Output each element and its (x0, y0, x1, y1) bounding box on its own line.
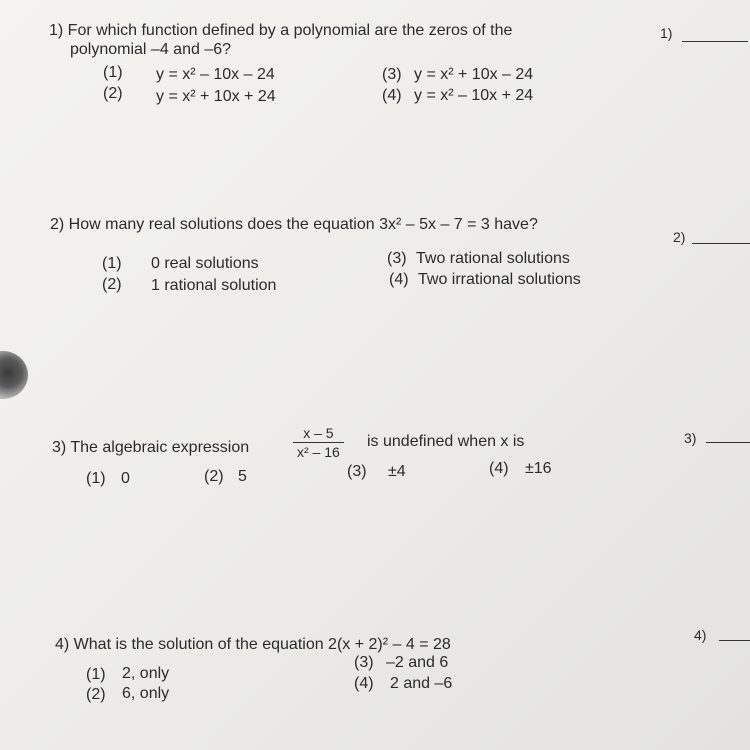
q1-option-3-text: y = x² + 10x – 24 (414, 66, 534, 83)
q4-option-2-num: (2) (86, 686, 106, 703)
q3-option-3-text: ±4 (388, 463, 406, 480)
q3-option-4-text: ±16 (525, 460, 552, 477)
q1-option-4-text: y = x² – 10x + 24 (414, 87, 534, 104)
q3-fraction-bar (293, 442, 344, 443)
q3-option-1-num: (1) (86, 470, 106, 487)
q4-option-4-num: (4) (354, 675, 374, 692)
punch-hole (0, 351, 28, 399)
q4-option-1-num: (1) (86, 666, 106, 683)
q4-option-1-text: 2, only (122, 665, 170, 682)
q2-option-1-num: (1) (102, 255, 122, 272)
q3-text-after: is undefined when x is (367, 433, 525, 450)
q3-answer-blank[interactable] (706, 442, 750, 443)
q1-answer-blank[interactable] (682, 41, 748, 42)
q2-option-2-num: (2) (102, 276, 122, 293)
q2-option-4-num: (4) (389, 271, 409, 288)
q2-option-2-text: 1 rational solution (151, 277, 277, 294)
q4-option-2-text: 6, only (122, 685, 170, 702)
q3-fraction-denominator: x² – 16 (297, 444, 340, 460)
q1-option-1-text: y = x² – 10x – 24 (156, 66, 275, 83)
q2-text: 2) How many real solutions does the equation 3x² – 5x – 7 = 3 have? (50, 216, 538, 233)
q2-option-3-num: (3) (387, 250, 407, 267)
q1-option-4-num: (4) (382, 87, 402, 104)
q4-answer-label: 4) (694, 627, 707, 643)
q1-option-3-num: (3) (382, 66, 402, 83)
q1-text-line2: polynomial –4 and –6? (70, 41, 232, 58)
q1-option-2-text: y = x² + 10x + 24 (156, 88, 276, 105)
q3-option-3-num: (3) (347, 463, 367, 480)
q2-answer-label: 2) (673, 229, 686, 245)
q2-option-1-text: 0 real solutions (151, 255, 259, 272)
q1-option-1-num: (1) (103, 64, 123, 81)
q1-text-line1: 1) For which function defined by a polynomial are the zeros of the (49, 22, 513, 39)
q3-text-before: 3) The algebraic expression (52, 439, 250, 456)
q3-fraction-numerator: x – 5 (303, 425, 334, 441)
q2-option-3-text: Two rational solutions (416, 250, 570, 267)
q4-option-3-text: –2 and 6 (386, 654, 449, 671)
q4-answer-blank[interactable] (719, 640, 750, 641)
q2-option-4-text: Two irrational solutions (418, 271, 581, 288)
q3-answer-label: 3) (684, 430, 697, 446)
q4-option-3-num: (3) (354, 654, 374, 671)
q3-option-2-text: 5 (238, 468, 247, 485)
q2-answer-blank[interactable] (692, 243, 750, 244)
q3-fraction (293, 425, 344, 460)
q1-answer-label: 1) (660, 25, 673, 41)
q4-text: 4) What is the solution of the equation 2(x + 2)² – 4 = 28 (55, 636, 451, 653)
q1-option-2-num: (2) (103, 85, 123, 102)
q3-option-4-num: (4) (489, 460, 509, 477)
q4-option-4-text: 2 and –6 (390, 675, 453, 692)
q3-option-1-text: 0 (121, 470, 130, 487)
q3-option-2-num: (2) (204, 468, 224, 485)
